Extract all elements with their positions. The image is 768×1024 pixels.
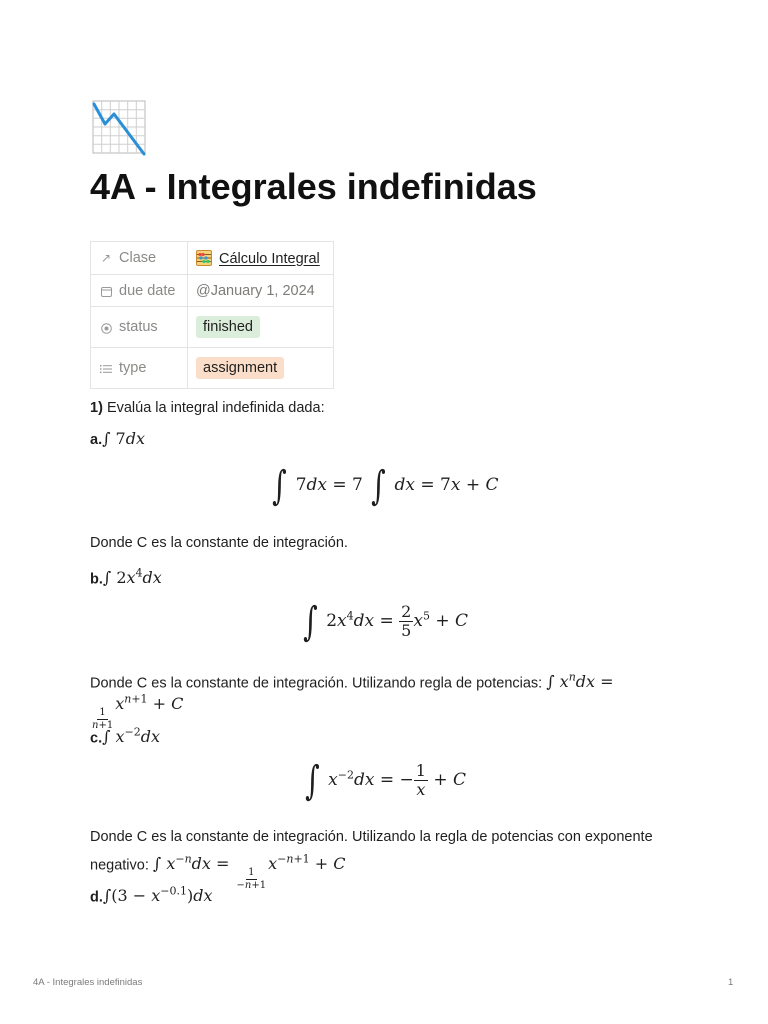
math-display-c: ∫ $x^{-2}dx$ = − $\frac{1}{x}$ + C	[305, 758, 467, 804]
list-icon	[99, 361, 113, 375]
property-row-clase	[91, 242, 334, 275]
property-key: Clase	[119, 250, 157, 266]
calendar-icon	[99, 284, 113, 298]
math-inline: ∫ $x^{-2}dx$	[102, 726, 161, 747]
item-c: c.∫ $x^{-2}dx$	[90, 726, 161, 747]
class-link[interactable]: Cálculo Integral	[219, 250, 320, 267]
note-c-line1: Donde C es la constante de integración. Utilizando la regla de potencias con exponente	[90, 829, 653, 845]
property-row-due-date	[91, 275, 334, 307]
math-inline: $\int(3 - x^{-0.1})dx$	[102, 885, 213, 906]
question-1: 1) Evalúa la integral indefinida dada:	[90, 400, 325, 416]
math-display-a: ∫ 7dx = 7 ∫ dx = 7x + C	[272, 463, 499, 509]
note-a: Donde C es la constante de integración.	[90, 535, 348, 551]
note-c-line2: negativo: ∫ $x^{-n}dx$ = $\frac{1}{-n+1}$ $x^{-n+1} + C$	[90, 853, 346, 892]
item-d: $d.\int(3 - x^{-0.1})dx$	[90, 885, 213, 906]
property-key: status	[119, 319, 158, 335]
arrow-up-right-icon: ↗	[100, 251, 112, 266]
abacus-icon	[196, 250, 212, 266]
math-inline: ∫ 7dx	[102, 429, 145, 448]
type-badge[interactable]: assignment	[196, 357, 284, 379]
note-b-formula: $\frac{1}{n+1}$ $x^{n+1} + C$	[92, 693, 184, 732]
due-date-value[interactable]: @January 1, 2024	[188, 275, 334, 307]
footer-page-number: 1	[728, 977, 734, 988]
status-badge[interactable]: finished	[196, 316, 260, 338]
footer-title: 4A - Integrales indefinidas	[33, 977, 143, 988]
page-title: 4A - Integrales indefinidas	[90, 166, 537, 207]
property-key: due date	[119, 282, 176, 299]
item-a: a.∫ 7dx	[90, 429, 145, 448]
property-key: type	[119, 360, 147, 376]
math-inline: ∫ $2x^4dx$	[102, 567, 162, 588]
note-b: Donde C es la constante de integración. Utilizando regla de potencias: ∫ $x^ndx$ =	[90, 671, 614, 692]
chart-decreasing-icon	[92, 100, 148, 156]
math-display-b: ∫ $2x^4dx$ = $\frac{2}{5}$ $x^5 + C$	[303, 599, 469, 645]
item-b: b.∫ $2x^4dx$	[90, 567, 162, 588]
status-circle-icon	[99, 320, 113, 334]
properties-table	[90, 241, 334, 389]
property-row-status	[91, 307, 334, 348]
property-row-type	[91, 348, 334, 389]
